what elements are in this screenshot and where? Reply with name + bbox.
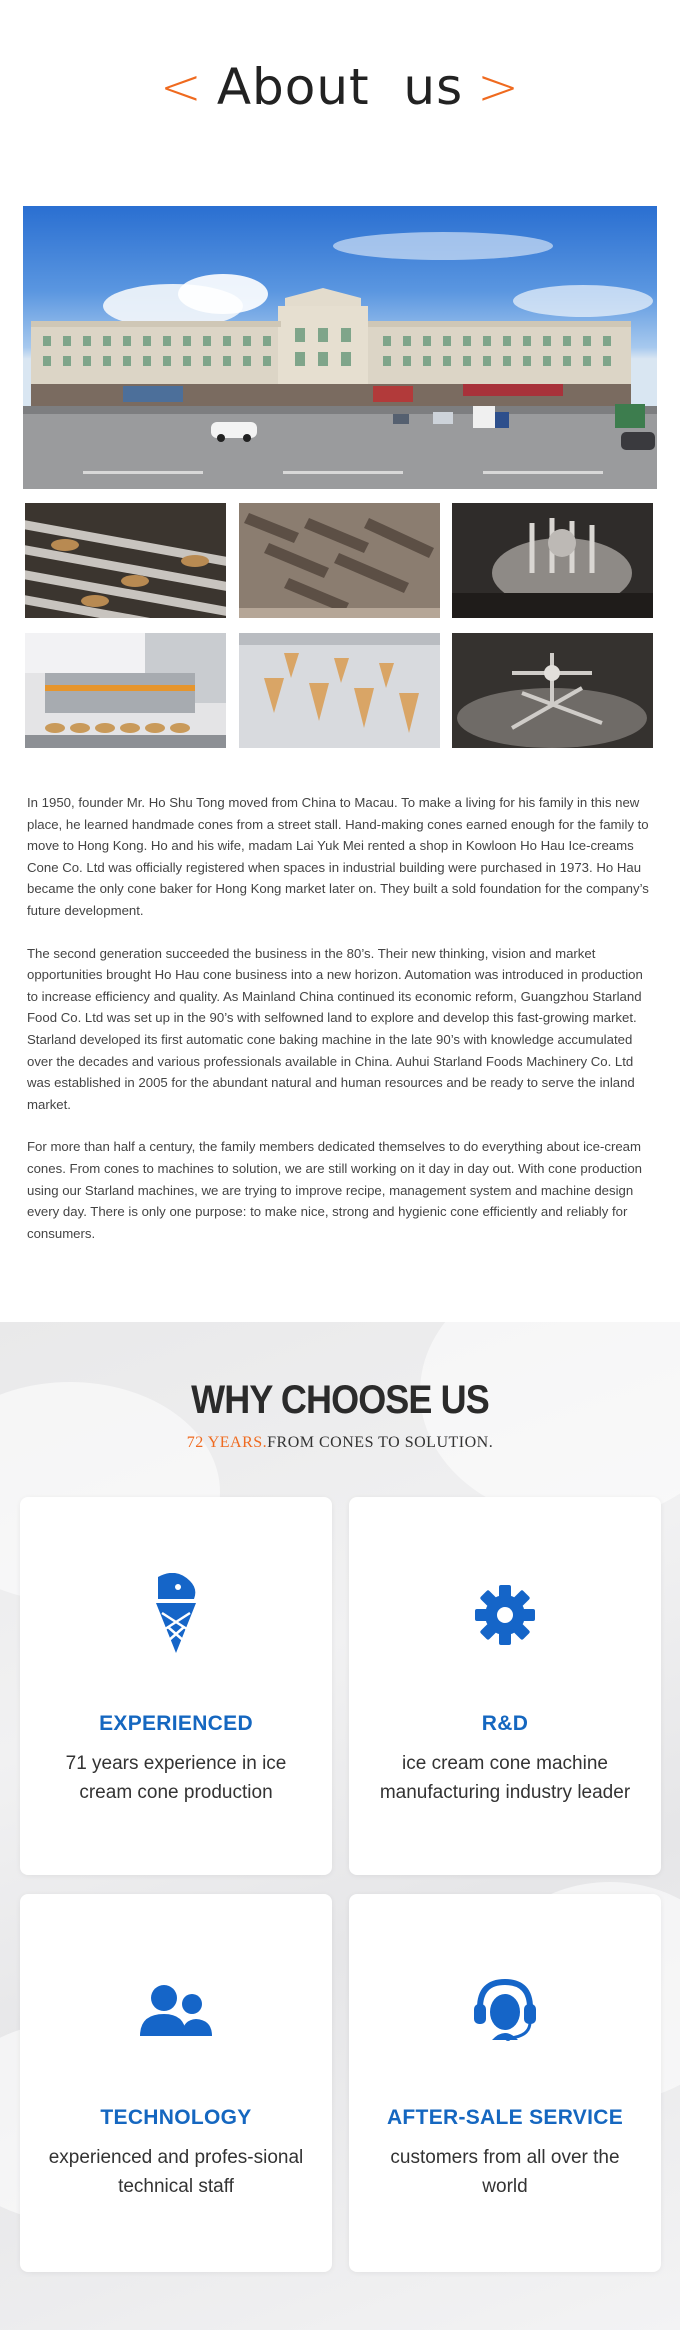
about-us-title: About us (216, 58, 464, 116)
gear-icon (349, 1583, 661, 1647)
feature-card-experienced (20, 1497, 332, 1875)
baking-line-photo (25, 633, 226, 748)
card-desc-technology: experienced and profes-sional technical staff (48, 2147, 304, 2197)
factory-building-photo (23, 206, 657, 489)
card-title-technology: TECHNOLOGY (100, 2106, 252, 2129)
wafer-plate-photo (239, 503, 440, 618)
people-icon (20, 1984, 332, 2040)
right-bracket-decoration: > (477, 58, 521, 116)
feature-card-after-sale (349, 1894, 661, 2272)
card-desc-experienced: 71 years experience in ice cream cone production (65, 1753, 287, 1803)
subtitle-rest: FROM CONES TO SOLUTION. (267, 1434, 494, 1451)
years-highlight: 72 YEARS. (186, 1434, 268, 1451)
cone-molds-photo (25, 503, 226, 618)
ice-cream-cone-icon (20, 1573, 332, 1655)
card-desc-after-sale: customers from all over the world (390, 2147, 620, 2197)
history-paragraph-3: For more than half a century, the family members dedicated themselves to do everything about ice-cream cones. From cones to machines to solution, we are still working on it day in day out. With cone production using our Starland machines, we are trying to improve recipe, management system and machine design every day. There is only one purpose: to make nice, strong and hygienic cone efficiently and reliably for consumers. (27, 1139, 642, 1241)
card-title-after-sale: AFTER-SALE SERVICE (386, 2106, 624, 2129)
history-paragraph-2: The second generation succeeded the business in the 80’s. Their new thinking, vision and market opportunities brought Ho Hau cone business into a new horizon. Automation was introduced in production to increase efficiency and quality. As Mainland China continued its economic reform, Guangzhou Starland Food Co. Ltd was set up in the 90’s with selfowned land to explore and develop this fast-growing market. Starland developed its first automatic cone baking machine in the late 90’s with knowledge accumulated over the decades and various professionals available in China. Auhui Starland Foods Machinery Co. Ltd was established in 2005 for the abundant natural and human resources and be ready to serve the inland market. (27, 945, 643, 1112)
machine-arms-photo (452, 633, 653, 748)
feature-card-rd (349, 1497, 661, 1875)
why-choose-us-title: WHY CHOOSE US (191, 1378, 489, 1422)
feature-card-technology (20, 1894, 332, 2272)
card-title-experienced: EXPERIENCED (99, 1712, 253, 1735)
card-desc-rd: ice cream cone machine manufacturing industry leader (379, 1753, 631, 1803)
machine-rotor-photo (452, 503, 653, 618)
history-paragraph-1: In 1950, founder Mr. Ho Shu Tong moved from China to Macau. To make a living for his family in this new place, he learned handmade cones from a street stall. Hand-making cones earned enough for the family to move to Hong Kong. Ho and his wife, madam Lai Yuk Mei rented a shop in Kowloon Ho Hau Ice-creams Cone Co. Ltd was officially registered when spaces in industrial building were purchased in 1973. Ho Hau became the only cone baker for Hong Kong market later on. They built a sold foundation for the company’s future development. (27, 795, 649, 918)
left-bracket-decoration: < (159, 58, 203, 116)
card-title-rd: R&D (481, 1712, 529, 1735)
about-us-heading (0, 58, 680, 128)
about-us-text (27, 792, 657, 1265)
why-choose-us-subtitle (0, 1434, 680, 1452)
headset-support-icon (349, 1974, 661, 2046)
cone-conveyor-photo (239, 633, 440, 748)
